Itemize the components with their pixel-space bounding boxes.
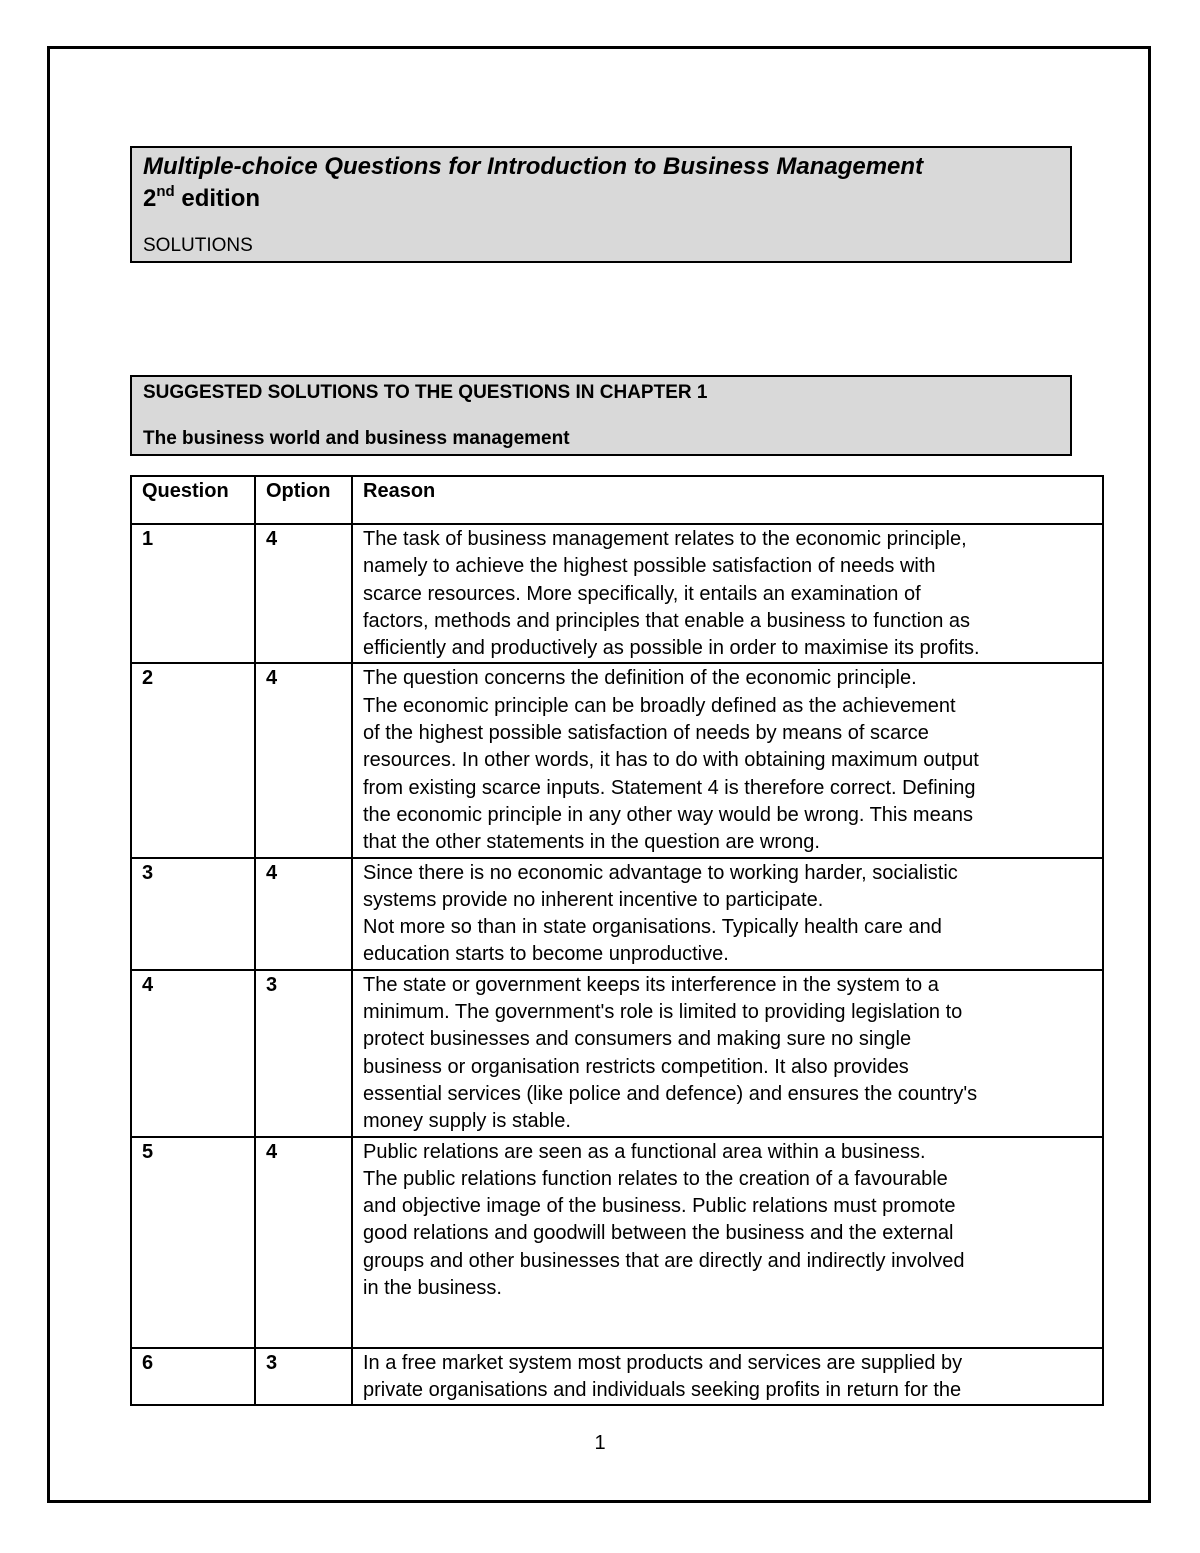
page-number: 1: [594, 1432, 606, 1454]
column-header-reason: Reason: [352, 476, 1103, 524]
reason-line: money supply is stable.: [363, 1110, 571, 1133]
reason-clip: [363, 1350, 1094, 1404]
table-row: [131, 1137, 1103, 1348]
title-box: [130, 146, 1072, 263]
reason-line: that the other statements in the question are wrong.: [363, 831, 820, 854]
reason-line: systems provide no inherent incentive to participate.: [363, 888, 824, 911]
reason-line: in the business.: [363, 1277, 502, 1300]
option-number: 4: [255, 858, 352, 970]
reason-line: namely to achieve the highest possible satisfaction of needs with: [363, 555, 936, 578]
table-row: [131, 970, 1103, 1137]
reason-line: Not more so than in state organisations. Typically health care and: [363, 916, 942, 939]
question-number: 1: [131, 524, 255, 663]
table-row: [131, 1348, 1103, 1405]
option-number: 4: [255, 524, 352, 663]
reason-line: of the highest possible satisfaction of needs by means of scarce: [363, 722, 929, 745]
reason-line: education starts to become unproductive.: [363, 943, 729, 966]
edition-suffix: nd: [156, 183, 175, 200]
question-number: 5: [131, 1137, 255, 1348]
document-subtitle: SOLUTIONS: [143, 235, 253, 256]
edition-word: edition: [174, 185, 261, 212]
table-row: [131, 524, 1103, 663]
column-header-option: Option: [255, 476, 352, 524]
reason-line: the economic principle in any other way would be wrong. This means: [363, 803, 973, 826]
reason-line: efficiently and productively as possible in order to maximise its profits.: [363, 637, 980, 660]
edition-line: [143, 184, 1060, 214]
edition-number: 2: [143, 185, 157, 212]
reason-cell: [352, 970, 1103, 1137]
question-number: 6: [131, 1348, 255, 1405]
reason-line: private organisations and individuals seeking profits in return for the: [363, 1378, 962, 1401]
document-title: Multiple-choice Questions for Introduction to Business Management: [143, 153, 924, 180]
reason-line: The question concerns the definition of the economic principle.: [363, 667, 917, 690]
reason-line: The public relations function relates to the creation of a favourable: [363, 1167, 948, 1190]
reason-line: scarce resources. More specifically, it entails an examination of: [363, 582, 921, 605]
reason-line: factors, methods and principles that enable a business to function as: [363, 609, 971, 632]
reason-line: minimum. The government's role is limited to providing legislation to: [363, 1001, 963, 1024]
reason-line: The economic principle can be broadly defined as the achievement: [363, 694, 956, 717]
reason-line: business or organisation restricts competition. It also provides: [363, 1055, 909, 1078]
question-number: 3: [131, 858, 255, 970]
table-row: [131, 663, 1103, 857]
reason-line: resources. In other words, it has to do with obtaining maximum output: [363, 749, 979, 772]
reason-line: The state or government keeps its interference in the system to a: [363, 973, 939, 996]
option-number: 4: [255, 663, 352, 857]
option-number: 3: [255, 1348, 352, 1405]
reason-line: protect businesses and consumers and making sure no single: [363, 1028, 912, 1051]
reason-cell: [352, 524, 1103, 663]
reason-line: The task of business management relates to the economic principle,: [363, 528, 967, 550]
reason-line: Since there is no economic advantage to working harder, socialistic: [363, 861, 958, 884]
reason-cell: [352, 1137, 1103, 1348]
chapter-title: The business world and business management: [143, 428, 570, 449]
reason-cell: [352, 1348, 1103, 1405]
reason-line: groups and other businesses that are directly and indirectly involved: [363, 1249, 965, 1272]
reason-line: and objective image of the business. Public relations must promote: [363, 1195, 956, 1218]
option-number: 3: [255, 970, 352, 1137]
question-number: 4: [131, 970, 255, 1137]
reason-line: In a free market system most products and services are supplied by: [363, 1351, 963, 1374]
reason-line: good relations and goodwill between the business and the external: [363, 1222, 954, 1245]
reason-cell: [352, 858, 1103, 970]
chapter-heading: SUGGESTED SOLUTIONS TO THE QUESTIONS IN CHAPTER 1: [143, 382, 708, 403]
table-header-row: [131, 476, 1103, 524]
question-number: 2: [131, 663, 255, 857]
answers-table: [130, 475, 1104, 1406]
table-row: [131, 858, 1103, 970]
column-header-question: Question: [131, 476, 255, 524]
reason-line: essential services (like police and defence) and ensures the country's: [363, 1082, 978, 1105]
reason-cell: [352, 663, 1103, 857]
chapter-box: [130, 375, 1072, 456]
reason-line: Public relations are seen as a functional area within a business.: [363, 1140, 926, 1163]
option-number: 4: [255, 1137, 352, 1348]
reason-line: from existing scarce inputs. Statement 4 is therefore correct. Defining: [363, 776, 976, 799]
